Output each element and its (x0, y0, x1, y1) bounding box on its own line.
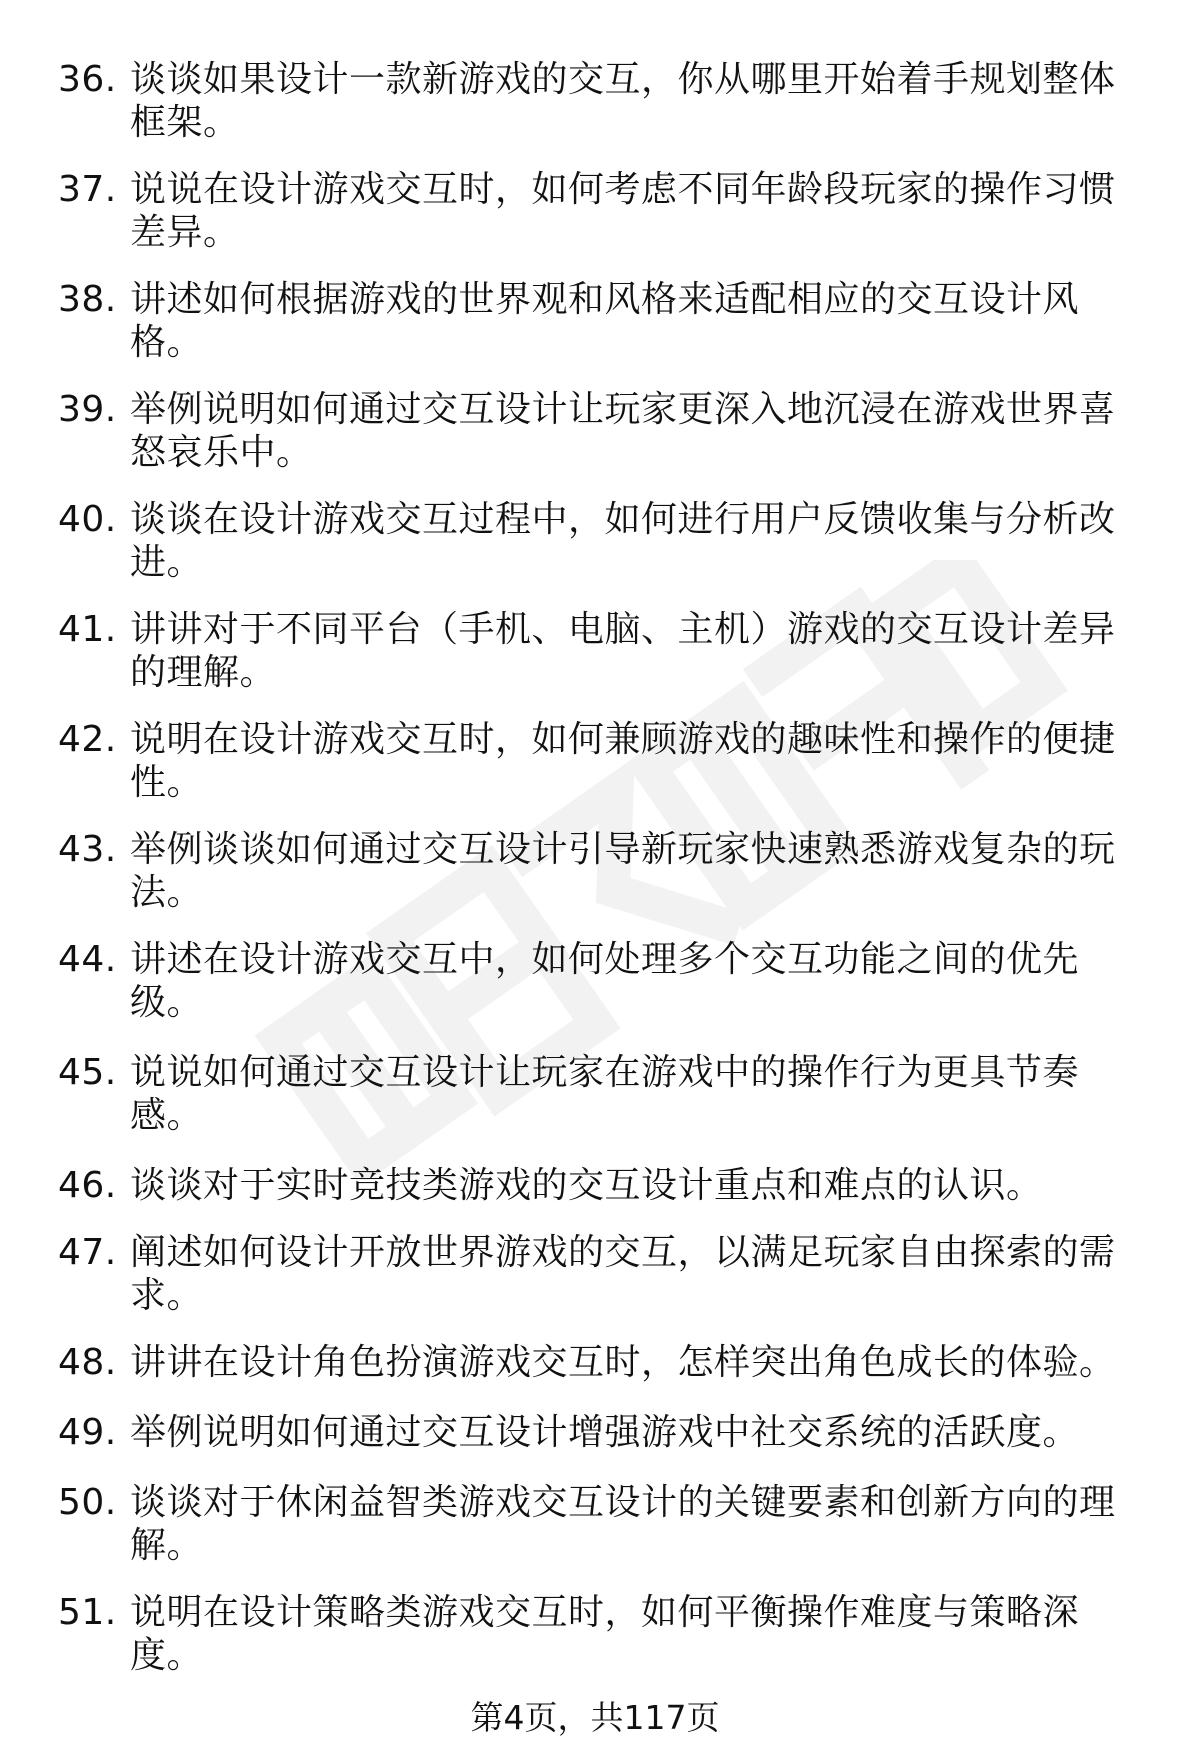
question-text: 谈谈对于休闲益智类游戏交互设计的关键要素和创新方向的理解。 (130, 1482, 1116, 1566)
question-item (58, 58, 1148, 144)
question-number: 37. (58, 169, 117, 210)
question-number: 38. (58, 279, 117, 320)
question-item (58, 718, 1148, 804)
question-text: 讲述在设计游戏交互中，如何处理多个交互功能之间的优先级。 (130, 939, 1080, 1023)
question-item (58, 608, 1148, 694)
question-text: 讲讲在设计角色扮演游戏交互时，怎样突出角色成长的体验。 (130, 1342, 1116, 1383)
question-number: 51. (58, 1592, 117, 1633)
question-number: 41. (58, 609, 117, 650)
question-number: 47. (58, 1232, 117, 1273)
question-number: 43. (58, 829, 117, 870)
question-number: 45. (58, 1052, 117, 1093)
question-number: 40. (58, 499, 117, 540)
question-text: 举例说明如何通过交互设计让玩家更深入地沉浸在游戏世界喜怒哀乐中。 (130, 389, 1116, 473)
question-text: 谈谈如果设计一款新游戏的交互，你从哪里开始着手规划整体框架。 (130, 59, 1116, 143)
question-number: 50. (58, 1482, 117, 1523)
question-item (58, 1341, 1148, 1384)
question-text: 讲述如何根据游戏的世界观和风格来适配相应的交互设计风格。 (130, 279, 1080, 363)
question-item (58, 168, 1148, 254)
question-text: 谈谈对于实时竞技类游戏的交互设计重点和难点的认识。 (130, 1165, 1043, 1206)
question-text: 说明在设计策略类游戏交互时，如何平衡操作难度与策略深度。 (130, 1592, 1080, 1676)
question-number: 49. (58, 1412, 117, 1453)
question-text: 举例说明如何通过交互设计增强游戏中社交系统的活跃度。 (130, 1412, 1080, 1453)
question-item (58, 278, 1148, 364)
question-number: 48. (58, 1342, 117, 1383)
question-number: 36. (58, 59, 117, 100)
question-number: 44. (58, 939, 117, 980)
question-text: 说明在设计游戏交互时，如何兼顾游戏的趣味性和操作的便捷性。 (130, 719, 1116, 803)
question-item (58, 1481, 1148, 1567)
question-text: 讲讲对于不同平台（手机、电脑、主机）游戏的交互设计差异的理解。 (130, 609, 1116, 693)
question-number: 39. (58, 389, 117, 430)
question-text: 阐述如何设计开放世界游戏的交互，以满足玩家自由探索的需求。 (130, 1232, 1116, 1316)
question-text: 说说如何通过交互设计让玩家在游戏中的操作行为更具节奏感。 (130, 1052, 1080, 1136)
question-list (58, 58, 1148, 1677)
question-item (58, 1411, 1148, 1454)
question-number: 42. (58, 719, 117, 760)
page-footer: 第4页，共117页 (470, 1698, 720, 1737)
question-text: 谈谈在设计游戏交互过程中，如何进行用户反馈收集与分析改进。 (130, 499, 1116, 583)
question-item (58, 938, 1148, 1024)
question-item (58, 1231, 1148, 1317)
question-number: 46. (58, 1165, 117, 1206)
question-text: 举例谈谈如何通过交互设计引导新玩家快速熟悉游戏复杂的玩法。 (130, 829, 1116, 913)
question-item (58, 1591, 1148, 1677)
question-text: 说说在设计游戏交互时，如何考虑不同年龄段玩家的操作习惯差异。 (130, 169, 1116, 253)
question-item (58, 1051, 1148, 1137)
question-item (58, 828, 1148, 914)
question-item (58, 388, 1148, 474)
question-item (58, 498, 1148, 584)
question-item (58, 1164, 1148, 1207)
